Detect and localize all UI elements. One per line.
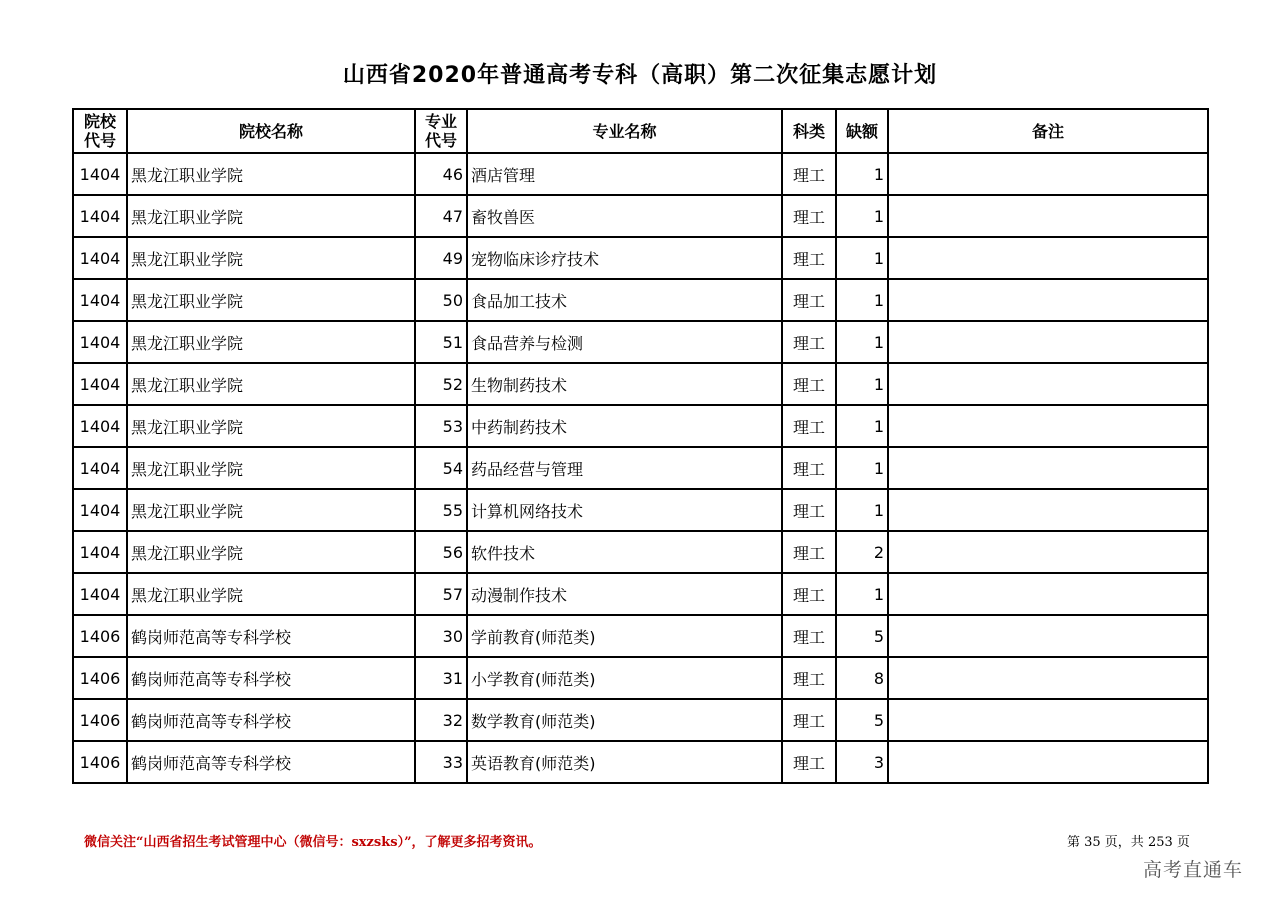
cell-remarks [888, 573, 1208, 615]
cell-category: 理工 [782, 531, 836, 573]
cell-remarks [888, 657, 1208, 699]
cell-school-name: 黑龙江职业学院 [127, 195, 415, 237]
cell-category: 理工 [782, 321, 836, 363]
cell-remarks [888, 531, 1208, 573]
table-row [73, 489, 1208, 531]
cell-major-code: 54 [415, 447, 467, 489]
cell-school-name: 黑龙江职业学院 [127, 321, 415, 363]
cell-category: 理工 [782, 699, 836, 741]
cell-school-code: 1406 [73, 699, 127, 741]
cell-category: 理工 [782, 195, 836, 237]
cell-school-name: 鹤岗师范高等专科学校 [127, 657, 415, 699]
header-category: 科类 [782, 109, 836, 153]
cell-school-code: 1406 [73, 615, 127, 657]
cell-school-code: 1404 [73, 195, 127, 237]
cell-category: 理工 [782, 237, 836, 279]
header-school-code: 院校代号 [73, 109, 127, 153]
table-row [73, 195, 1208, 237]
table-row [73, 657, 1208, 699]
cell-major-name: 药品经营与管理 [467, 447, 782, 489]
cell-vacancies: 5 [836, 699, 888, 741]
cell-school-code: 1404 [73, 573, 127, 615]
cell-school-code: 1406 [73, 741, 127, 783]
header-school-name: 院校名称 [127, 109, 415, 153]
table-row [73, 279, 1208, 321]
table-row [73, 741, 1208, 783]
cell-school-code: 1404 [73, 447, 127, 489]
cell-school-name: 黑龙江职业学院 [127, 489, 415, 531]
cell-vacancies: 1 [836, 237, 888, 279]
cell-major-name: 数学教育(师范类) [467, 699, 782, 741]
cell-category: 理工 [782, 153, 836, 195]
cell-school-code: 1404 [73, 279, 127, 321]
watermark-text: 高考直通车 [1143, 859, 1244, 881]
cell-vacancies: 5 [836, 615, 888, 657]
cell-school-name: 鹤岗师范高等专科学校 [127, 615, 415, 657]
cell-school-name: 鹤岗师范高等专科学校 [127, 741, 415, 783]
cell-category: 理工 [782, 615, 836, 657]
cell-major-name: 小学教育(师范类) [467, 657, 782, 699]
cell-vacancies: 1 [836, 279, 888, 321]
cell-major-name: 生物制药技术 [467, 363, 782, 405]
cell-school-name: 黑龙江职业学院 [127, 531, 415, 573]
table-row [73, 615, 1208, 657]
cell-school-name: 黑龙江职业学院 [127, 153, 415, 195]
cell-remarks [888, 153, 1208, 195]
cell-remarks [888, 699, 1208, 741]
cell-major-name: 学前教育(师范类) [467, 615, 782, 657]
cell-major-code: 53 [415, 405, 467, 447]
cell-school-name: 黑龙江职业学院 [127, 237, 415, 279]
cell-major-name: 英语教育(师范类) [467, 741, 782, 783]
cell-remarks [888, 363, 1208, 405]
cell-school-name: 黑龙江职业学院 [127, 447, 415, 489]
cell-remarks [888, 447, 1208, 489]
cell-vacancies: 1 [836, 405, 888, 447]
cell-school-code: 1404 [73, 489, 127, 531]
cell-school-code: 1404 [73, 363, 127, 405]
cell-category: 理工 [782, 741, 836, 783]
cell-vacancies: 2 [836, 531, 888, 573]
cell-school-code: 1404 [73, 321, 127, 363]
cell-major-code: 56 [415, 531, 467, 573]
cell-major-name: 酒店管理 [467, 153, 782, 195]
cell-category: 理工 [782, 657, 836, 699]
cell-school-code: 1406 [73, 657, 127, 699]
table-body [73, 153, 1208, 783]
cell-vacancies: 1 [836, 573, 888, 615]
cell-vacancies: 1 [836, 489, 888, 531]
cell-school-name: 黑龙江职业学院 [127, 363, 415, 405]
cell-school-code: 1404 [73, 531, 127, 573]
cell-vacancies: 1 [836, 153, 888, 195]
admission-plan-table [72, 108, 1209, 784]
cell-remarks [888, 741, 1208, 783]
table-row [73, 153, 1208, 195]
cell-major-code: 49 [415, 237, 467, 279]
cell-category: 理工 [782, 279, 836, 321]
page-title: 山西省2020年普通高考专科（高职）第二次征集志愿计划 [342, 63, 938, 88]
cell-school-code: 1404 [73, 237, 127, 279]
cell-major-name: 动漫制作技术 [467, 573, 782, 615]
cell-major-code: 50 [415, 279, 467, 321]
cell-vacancies: 1 [836, 363, 888, 405]
table-row [73, 531, 1208, 573]
cell-major-code: 52 [415, 363, 467, 405]
table-row [73, 321, 1208, 363]
cell-major-name: 宠物临床诊疗技术 [467, 237, 782, 279]
cell-major-code: 55 [415, 489, 467, 531]
cell-major-name: 食品加工技术 [467, 279, 782, 321]
cell-major-code: 30 [415, 615, 467, 657]
cell-major-name: 软件技术 [467, 531, 782, 573]
table-row [73, 363, 1208, 405]
cell-school-name: 黑龙江职业学院 [127, 573, 415, 615]
cell-major-name: 计算机网络技术 [467, 489, 782, 531]
cell-vacancies: 1 [836, 321, 888, 363]
cell-remarks [888, 279, 1208, 321]
cell-school-name: 鹤岗师范高等专科学校 [127, 699, 415, 741]
cell-major-code: 33 [415, 741, 467, 783]
table-row [73, 447, 1208, 489]
cell-remarks [888, 489, 1208, 531]
cell-vacancies: 3 [836, 741, 888, 783]
cell-major-name: 食品营养与检测 [467, 321, 782, 363]
cell-major-code: 46 [415, 153, 467, 195]
cell-major-code: 57 [415, 573, 467, 615]
cell-major-code: 31 [415, 657, 467, 699]
table-row [73, 237, 1208, 279]
cell-remarks [888, 615, 1208, 657]
table-row [73, 573, 1208, 615]
cell-major-name: 畜牧兽医 [467, 195, 782, 237]
cell-remarks [888, 195, 1208, 237]
cell-remarks [888, 405, 1208, 447]
page-number: 第 35 页，共 253 页 [1067, 835, 1190, 850]
header-remarks: 备注 [888, 109, 1208, 153]
cell-category: 理工 [782, 447, 836, 489]
header-major-name: 专业名称 [467, 109, 782, 153]
cell-major-code: 32 [415, 699, 467, 741]
cell-school-code: 1404 [73, 405, 127, 447]
cell-school-name: 黑龙江职业学院 [127, 279, 415, 321]
cell-major-name: 中药制药技术 [467, 405, 782, 447]
header-major-code: 专业代号 [415, 109, 467, 153]
cell-vacancies: 1 [836, 447, 888, 489]
cell-category: 理工 [782, 489, 836, 531]
header-vacancies: 缺额 [836, 109, 888, 153]
cell-category: 理工 [782, 405, 836, 447]
cell-school-name: 黑龙江职业学院 [127, 405, 415, 447]
cell-category: 理工 [782, 573, 836, 615]
table-row [73, 405, 1208, 447]
cell-major-code: 47 [415, 195, 467, 237]
cell-vacancies: 1 [836, 195, 888, 237]
cell-school-code: 1404 [73, 153, 127, 195]
cell-remarks [888, 237, 1208, 279]
cell-vacancies: 8 [836, 657, 888, 699]
wechat-follow-note: 微信关注“山西省招生考试管理中心（微信号：sxzsks）”，了解更多招考资讯。 [84, 835, 542, 850]
cell-major-code: 51 [415, 321, 467, 363]
table-row [73, 699, 1208, 741]
table-header-row [73, 109, 1208, 153]
cell-remarks [888, 321, 1208, 363]
cell-category: 理工 [782, 363, 836, 405]
